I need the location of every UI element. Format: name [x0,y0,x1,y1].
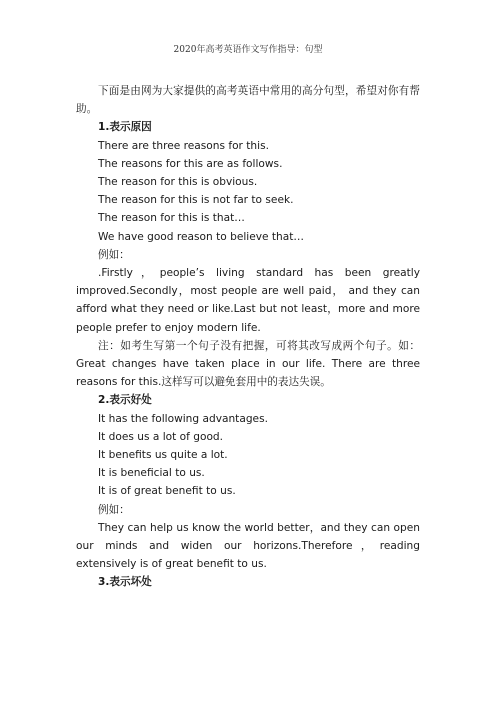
example-label: 例如： [98,503,130,516]
section-heading-benefits: 2.表示好处 [98,394,152,407]
example-label: 例如： [98,248,130,261]
section-heading-reasons: 1.表示原因 [98,121,152,134]
sentence-line: It benefits us quite a lot. [98,449,228,462]
sentence-line: We have good reason to believe that… [98,230,305,243]
sentence-line: The reason for this is not far to seek. [98,194,294,207]
document-body [76,82,420,592]
sentence-line: The reason for this is that… [98,212,245,225]
example-paragraph: .Firstly，people’s living standard has been greatly improved.Secondly，most people are well paid， and they can afford what they need or like.Last but not least，more and more people prefer to enjoy modern life. [76,267,420,334]
sentence-line: There are three reasons for this. [98,139,269,152]
sentence-line: The reason for this is obvious. [98,176,258,189]
sentence-line: It does us a lot of good. [98,430,224,443]
section-heading-disadvantages: 3.表示坏处 [98,576,152,589]
note-paragraph: 注：如考生写第一个句子没有把握，可将其改写成两个句子。如：Great changes have taken place in our life. There are three reasons for this.这样写可以避免套用中的表达失误。 [76,339,420,389]
example-paragraph: They can help us know the world better，and they can open our minds and widen our horizons.Therefore，reading extensively is of great benefit to us. [76,521,420,571]
sentence-line: It is beneficial to us. [98,467,205,480]
intro-paragraph: 下面是由网为大家提供的高考英语中常用的高分句型，希望对你有帮助。 [76,85,420,116]
sentence-line: It has the following advantages. [98,412,268,425]
page-title: 2020年高考英语作文写作指导：句型 [173,45,323,55]
sentence-line: The reasons for this are as follows. [98,157,283,170]
sentence-line: It is of great benefit to us. [98,485,236,498]
